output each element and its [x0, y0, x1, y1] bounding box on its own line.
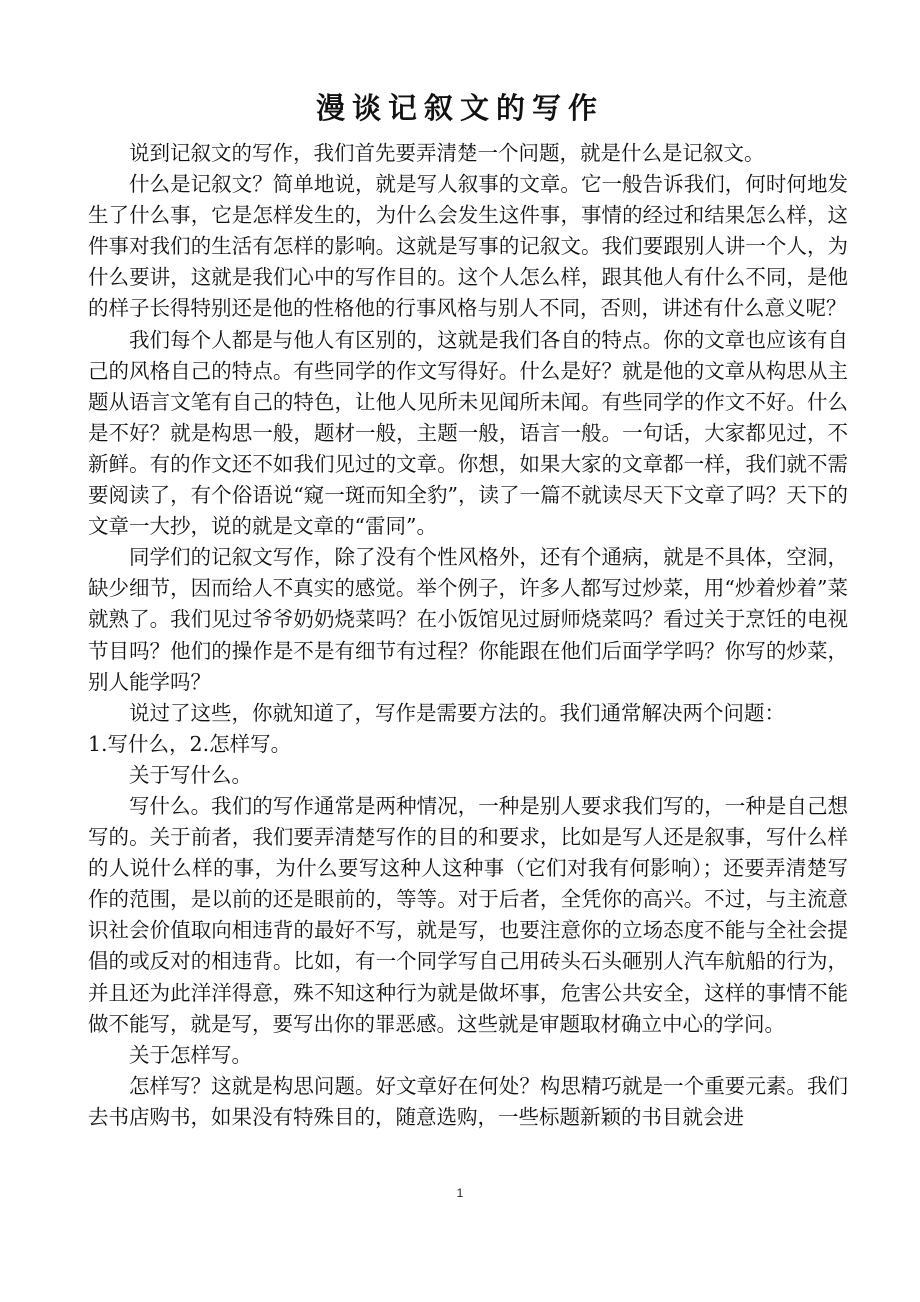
paragraph-method-text: 说过了这些，你就知道了，写作是需要方法的。我们通常解决两个问题：	[129, 700, 785, 725]
paragraph-how-to-write: 怎样写？这就是构思问题。好文章好在何处？构思精巧就是一个重要元素。我们去书店购书，如果没有特殊目的，随意选购，一些标题新颖的书目就会进	[88, 1073, 848, 1129]
method-list-line: 1.写什么，2.怎样写。	[88, 731, 292, 756]
paragraph-what-to-write: 写什么。我们的写作通常是两种情况，一种是别人要求我们写的，一种是自己想写的。关于前者，我们要弄清楚写作的目的和要求，比如是写人还是叙事，写什么样的人说什么样的事，为什么要写这种人这种事（它们对我有何影响）；还要弄清楚写作的范围，是以前的还是眼前的，等等。对于后者，全凭你的高兴。不过，与主流意识社会价值取向相违背的最好不写，就是写，也要注意你的立场态度不能与全社会提倡的或反对的相违背。比如，有一个同学写自己用砖头石头砸别人汽车航船的行为，并且还为此洋洋得意，殊不知这种行为就是做坏事，危害公共安全，这样的事情不能做不能写，就是写，要写出你的罪恶感。这些就是审题取材确立中心的学问。	[88, 793, 848, 1036]
paragraph-individuality: 我们每个人都是与他人有区别的，这就是我们各自的特点。你的文章也应该有自己的风格自己的特点。有些同学的作文写得好。什么是好？就是他的文章从构思从主题从语言文笔有自己的特色，让他人见所未见闻所未闻。有些同学的作文不好。什么是不好？就是构思一般，题材一般，主题一般，语言一般。一句话，大家都见过，不新鲜。有的作文还不如我们见过的文章。你想，如果大家的文章都一样，我们就不需要阅读了，有个俗语说“窥一斑而知全豹”，读了一篇不就读尽天下文章了吗？天下的文章一大抄，说的就是文章的“雷同”。	[88, 327, 848, 539]
document-body	[88, 138, 848, 1133]
paragraph-method	[88, 698, 848, 760]
page-number: 1	[456, 1186, 464, 1200]
paragraph-definition: 什么是记叙文？简单地说，就是写人叙事的文章。它一般告诉我们，何时何地发生了什么事，它是怎样发生的，为什么会发生这件事，事情的经过和结果怎么样，这件事对我们的生活有怎样的影响。这就是写事的记叙文。我们要跟别人讲一个人，为什么要讲，这就是我们心中的写作目的。这个人怎么样，跟其他人有什么不同，是他的样子长得特别还是他的性格他的行事风格与别人不同，否则，讲述有什么意义呢？	[88, 172, 848, 321]
heading-how-to-write: 关于怎样写。	[129, 1042, 252, 1067]
heading-what-to-write: 关于写什么。	[129, 762, 252, 787]
document-title: 漫谈记叙文的写作	[315, 91, 604, 125]
paragraph-intro: 说到记叙文的写作，我们首先要弄清楚一个问题，就是什么是记叙文。	[129, 141, 765, 165]
paragraph-common-problem: 同学们的记叙文写作，除了没有个性风格外，还有个通病，就是不具体，空洞，缺少细节，因而给人不真实的感觉。举个例子，许多人都写过炒菜，用“炒着炒着”菜就熟了。我们见过爷爷奶奶烧菜吗？在小饭馆见过厨师烧菜吗？看过关于烹饪的电视节目吗？他们的操作是不是有细节有过程？你能跟在他们后面学学吗？你写的炒菜，别人能学吗？	[88, 545, 848, 694]
